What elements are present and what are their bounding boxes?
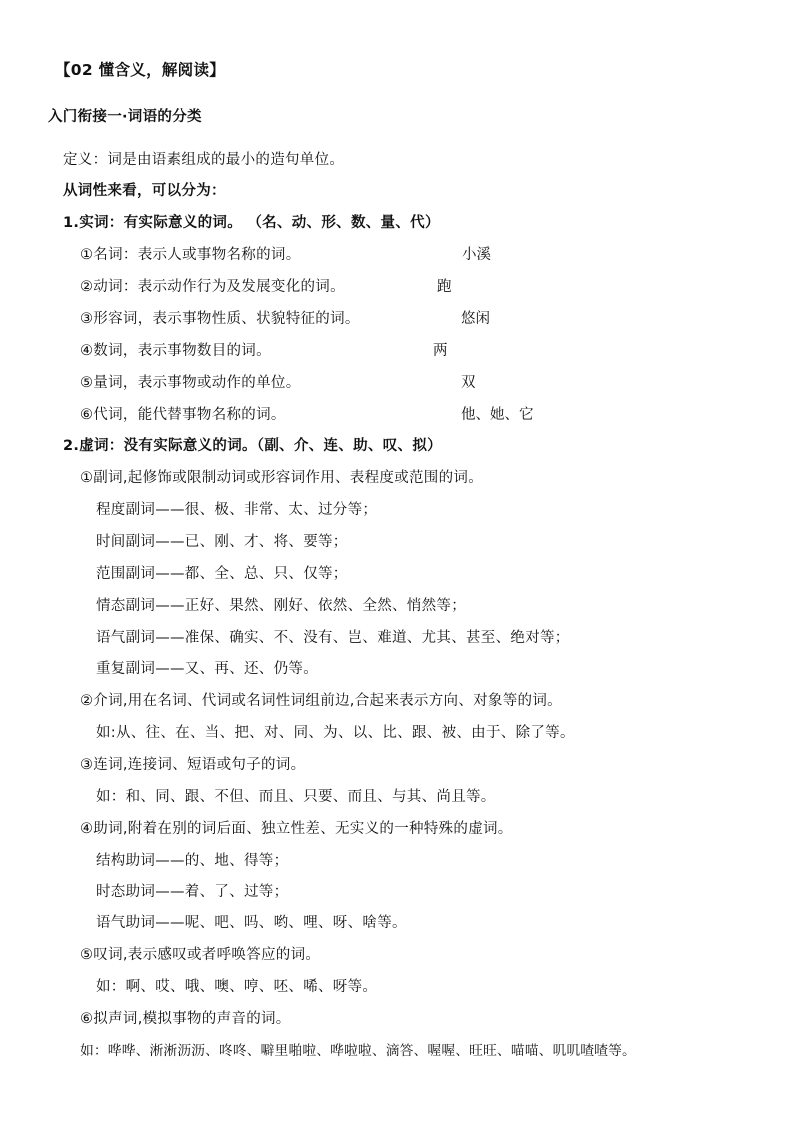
content-word-item: ①名词：表示人或事物名称的词。 <box>80 247 301 263</box>
function-word-line: 程度副词——很、极、非常、太、过分等； <box>96 502 378 518</box>
content-words-heading: 1.实词：有实际意义的词。 （名、动、形、数、量、代） <box>63 215 440 231</box>
function-word-line: 语气副词——准保、确实、不、没有、岂、难道、尤其、甚至、绝对等； <box>96 630 570 646</box>
content-word-example: 双 <box>461 375 476 391</box>
content-word-item: ⑤量词，表示事物或动作的单位。 <box>80 375 301 391</box>
content-word-example: 两 <box>433 343 448 359</box>
content-word-item: ④数词，表示事物数目的词。 <box>80 343 271 359</box>
content-word-example: 他、她、它 <box>461 407 534 423</box>
function-word-line: 如：啊、哎、哦、噢、哼、呸、唏、呀等。 <box>96 979 378 995</box>
classification-intro: 从词性来看，可以分为： <box>63 183 226 199</box>
function-word-line: 如：哗哗、淅淅沥沥、咚咚、噼里啪啦、哗啦啦、滴答、喔喔、旺旺、喵喵、叽叽喳喳等。 <box>80 1043 636 1059</box>
content-word-item: ⑥代词，能代替事物名称的词。 <box>80 407 286 423</box>
content-word-item: ②动词：表示动作行为及发展变化的词。 <box>80 279 345 295</box>
subsection-title: 入门衔接一·词语的分类 <box>48 109 202 125</box>
function-word-line: 时态助词——着、了、过等； <box>96 884 289 900</box>
function-word-line: 重复副词——又、再、还、仍等。 <box>96 661 318 677</box>
content-word-example: 小溪 <box>462 247 491 263</box>
function-word-line: ⑤叹词,表示感叹或者呼唤答应的词。 <box>80 947 321 963</box>
function-word-line: 语气助词——呢、吧、吗、哟、哩、呀、啥等。 <box>96 915 407 931</box>
function-words-heading: 2.虚词：没有实际意义的词。（副、介、连、助、叹、拟） <box>63 438 442 454</box>
function-word-line: 范围副词——都、全、总、只、仅等； <box>96 566 348 582</box>
content-word-example: 悠闲 <box>461 311 490 327</box>
function-word-line: ①副词,起修饰或限制动词或形容词作用、表程度或范围的词。 <box>80 470 484 486</box>
function-word-line: 如：和、同、跟、不但、而且、只要、而且、与其、尚且等。 <box>96 789 496 805</box>
function-word-line: ④助词,附着在别的词后面、独立性差、无实义的一种特殊的虚词。 <box>80 821 513 837</box>
function-word-line: 结构助词——的、地、得等； <box>96 853 289 869</box>
function-word-line: 情态副词——正好、果然、刚好、依然、全然、悄然等； <box>96 598 466 614</box>
function-word-line: ③连词,连接词、短语或句子的词。 <box>80 757 306 773</box>
section-title: 【02 懂含义，解阅读】 <box>55 61 226 79</box>
function-word-line: 如:从、往、在、当、把、对、同、为、以、比、跟、被、由于、除了等。 <box>96 725 575 741</box>
function-word-line: 时间副词——已、刚、才、将、要等； <box>96 534 348 550</box>
function-word-line: ⑥拟声词,模拟事物的声音的词。 <box>80 1011 291 1027</box>
content-word-item: ③形容词，表示事物性质、状貌特征的词。 <box>80 311 360 327</box>
function-word-line: ②介词,用在名词、代词或名词性词组前边,合起来表示方向、对象等的词。 <box>80 693 562 709</box>
content-word-example: 跑 <box>437 279 452 295</box>
definition-text: 定义：词是由语素组成的最小的造句单位。 <box>63 152 345 168</box>
